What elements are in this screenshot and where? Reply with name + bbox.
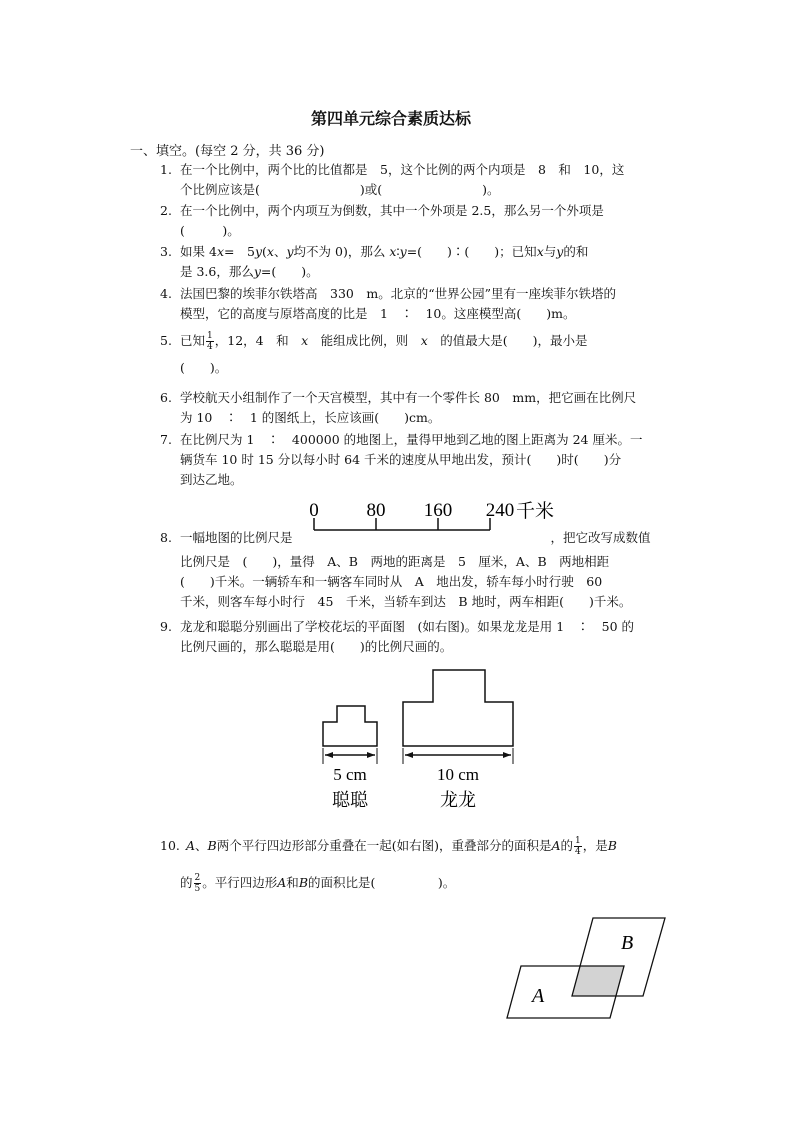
text: 的值最大是( )，最小是 [427,333,588,348]
text: 的面积比是( )。 [308,875,456,890]
variable-x: x [536,244,544,259]
text: ∶ [396,244,400,259]
label-b: B [621,932,634,954]
variable-a: A [186,838,196,853]
small-outline [323,706,377,746]
denominator: 4 [575,847,581,857]
question-text: 在比例尺为 1 ∶ 400000 的地图上，量得甲地到乙地的图上距离为 24 厘米。一 [180,432,643,447]
question-8 [160,528,651,612]
numerator: 1 [207,331,213,341]
denominator: 5 [194,884,201,894]
arrow-right-icon [503,752,511,758]
question-text: 比例尺是 ( )，量得 A、B 两地的距离是 5 厘米，A、B 两地相距 [180,554,610,569]
question-number: 7. [160,432,172,447]
question-text: ( )。 [180,223,240,238]
text: =( )。 [260,264,319,279]
question-text: 辆货车 10 时 15 分以每小时 64 千米的速度从甲地出发，预计( )时( )分 [180,452,622,467]
variable-y: y [399,244,407,259]
scale-unit: 千米 [516,501,555,522]
question-text: 比例尺画的，那么聪聪是用( )的比例尺画的。 [180,639,453,654]
question-text: ( )。 [180,360,228,375]
text: 的和 [563,244,589,259]
variable-y: y [556,244,564,259]
fraction [574,836,582,857]
name-label: 聪聪 [332,790,368,810]
scale-tick-label: 0 [309,500,319,521]
question-text: 一幅地图的比例尺是 [180,530,293,545]
text: 如果 4 [180,244,217,259]
text: ，12，4 和 [214,333,302,348]
scale-tick-label: 80 [366,500,386,521]
question-10 [160,836,617,894]
question-text: 千米，则客车每小时行 45 千米，当轿车到达 B 地时，两车相距( )千米。 [180,594,632,609]
question-text: 在一个比例中，两个内项互为倒数，其中一个外项是 2.5，那么另一个外项是 [180,203,604,218]
text: 的 [180,875,193,890]
question-number: 6. [160,390,172,405]
question-text: 个比例应该是( )或( )。 [180,182,500,197]
arrow-left-icon [325,752,333,758]
fraction [194,873,202,894]
text: 已知 [180,333,206,348]
variable-b: B [607,838,617,853]
question-text: 龙龙和聪聪分别画出了学校花坛的平面图 (如右图)。如果龙龙是用 1 ∶ 50 的 [180,619,635,634]
text: 的 [560,838,574,853]
variable-y: y [253,264,261,279]
question-number: 5. [160,333,172,348]
variable-a: A [551,838,561,853]
parallelograms-figure [500,912,675,1024]
question-text: 学校航天小组制作了一个天宫模型，其中有一个零件长 80 mm，把它画在比例尺 [180,390,637,405]
numerator: 1 [575,836,581,846]
text: ，是 [582,838,608,853]
arrow-right-icon [367,752,375,758]
question-text: ( )千米。一辆轿车和一辆客车同时从 A 地出发，轿车每小时行驶 60 [180,574,603,589]
variable-y: y [286,244,294,259]
question-number: 3. [160,244,172,259]
variable-x: x [266,244,274,259]
question-text: 模型，它的高度与原塔高度的比是 1 ∶ 10。这座模型高( )m。 [180,306,576,321]
section-heading: 一、填空。(每空 2 分，共 36 分) [130,144,325,159]
question-5 [160,331,588,378]
text: 和 [286,875,299,890]
question-6 [160,388,636,428]
scale-tick-label: 160 [423,500,453,521]
text: 、 [273,244,287,259]
question-text: ，把它改写成数值 [550,530,651,545]
variable-b: B [207,838,217,853]
question-number: 4. [160,286,172,301]
label-a: A [532,985,545,1007]
numerator: 2 [194,873,201,883]
text: 、 [195,838,208,853]
flowerbed-figure [315,664,525,814]
longlong-drawing [403,670,513,810]
text: 。平行四边形 [202,875,278,890]
text: 是 3.6，那么 [180,264,254,279]
question-9 [160,617,634,657]
question-2 [160,201,604,241]
question-7 [160,430,642,490]
variable-x: x [420,333,428,348]
variable-a: A [277,875,287,890]
question-text: 为 10 ∶ 1 的图纸上，长应该画( )cm。 [180,410,441,425]
question-number: 8. [160,530,172,545]
page-title: 第四单元综合素质达标 [311,109,472,128]
variable-y: y [254,244,262,259]
denominator: 4 [207,342,213,352]
question-1 [160,160,624,200]
fraction [206,331,214,352]
question-number: 1. [160,162,172,177]
text: 均不为 0)，那么 [293,244,390,259]
variable-x: x [389,244,397,259]
dim-label: 5 cm [333,765,367,784]
text: 两个平行四边形部分重叠在一起(如右图)，重叠部分的面积是 [216,838,552,853]
variable-x: x [216,244,224,259]
variable-x: x [301,333,309,348]
scale-tick-label: 240 [485,500,515,521]
large-outline [403,670,513,746]
name-label: 龙龙 [440,790,476,810]
question-number: 10. [160,838,180,853]
arrow-left-icon [405,752,413,758]
text: =( )∶( )；已知 [406,244,537,259]
question-3 [160,242,588,282]
question-text: 法国巴黎的埃菲尔铁塔高 330 m。北京的“世界公园”里有一座埃菲尔铁塔的 [180,286,616,301]
overlap-region [572,966,624,996]
question-number: 2. [160,203,172,218]
question-text: 到达乙地。 [180,472,243,487]
text: = 5 [224,244,255,259]
congcong-drawing [323,706,377,810]
text: ( [262,244,267,259]
text: 与 [543,244,557,259]
question-4 [160,284,616,324]
variable-b: B [298,875,308,890]
question-text: 在一个比例中，两个比的比值都是 5，这个比例的两个内项是 8 和 10，这 [180,162,625,177]
text: 能组成比例，则 [308,333,421,348]
question-number: 9. [160,619,172,634]
dim-label: 10 cm [436,765,480,784]
